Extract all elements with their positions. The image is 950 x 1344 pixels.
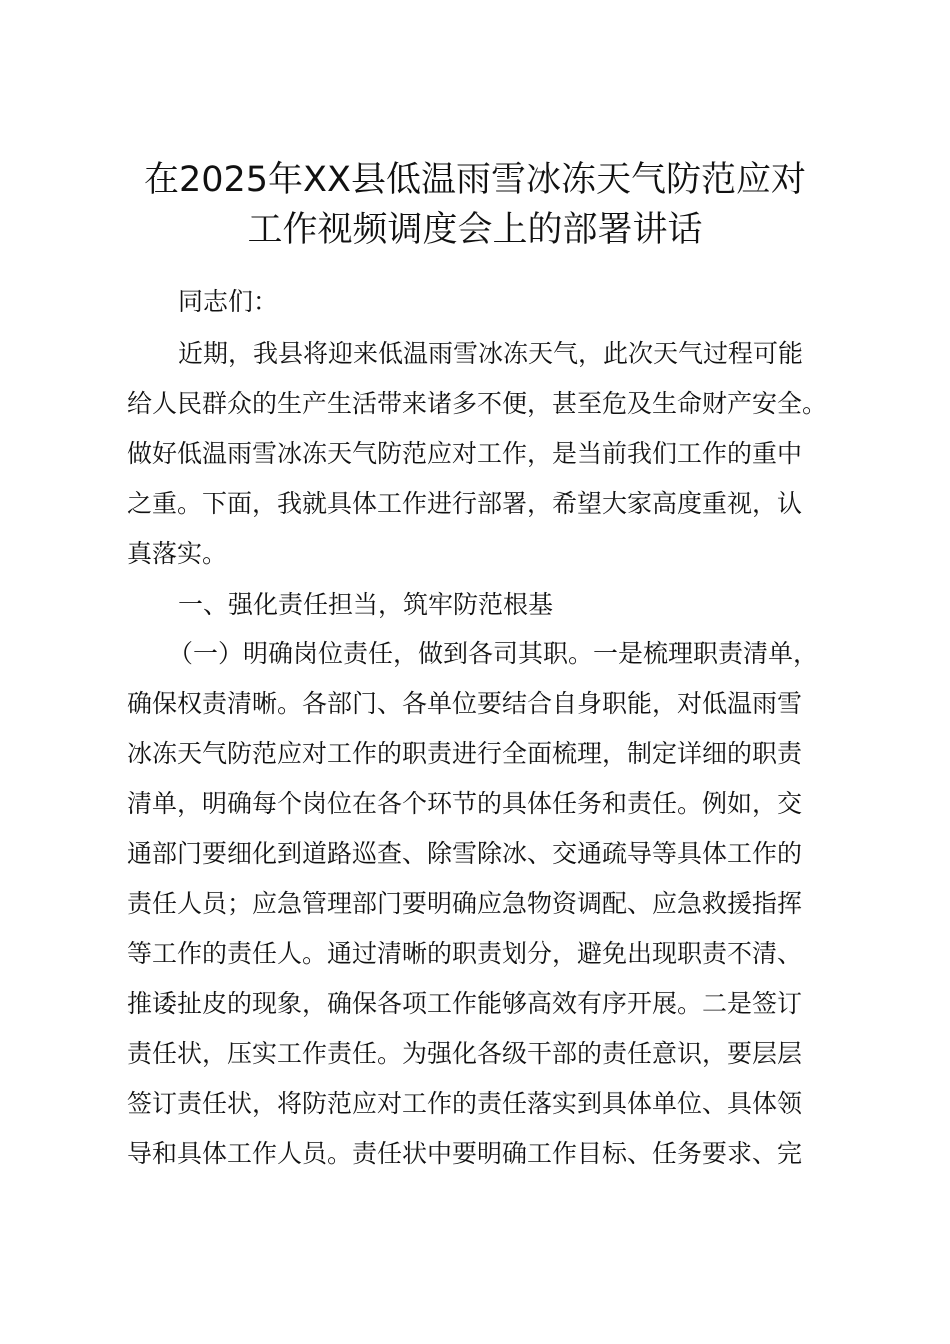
intro-line-3: 做好低温雨雪冰冻天气防范应对工作，是当前我们工作的重中: [127, 439, 803, 468]
document-title-line-2: 工作视频调度会上的部署讲话: [247, 210, 703, 250]
intro-line-4: 之重。下面，我就具体工作进行部署，希望大家高度重视，认: [127, 489, 803, 518]
body-line-1: （一）明确岗位责任，做到各司其职。一是梳理职责清单，: [168, 639, 819, 668]
document-title-line-1: 在2025年XX县低温雨雪冰冻天气防范应对: [143, 160, 807, 200]
intro-line-5: 真落实。: [127, 539, 228, 568]
body-line-8: 推诿扯皮的现象，确保各项工作能够高效有序开展。二是签订: [127, 989, 803, 1018]
body-line-9: 责任状，压实工作责任。为强化各级干部的责任意识，要层层: [127, 1039, 803, 1068]
body-line-6: 责任人员；应急管理部门要明确应急物资调配、应急救援指挥: [127, 889, 803, 918]
body-line-7: 等工作的责任人。通过清晰的职责划分，避免出现职责不清、: [127, 939, 803, 968]
body-line-4: 清单，明确每个岗位在各个环节的具体任务和责任。例如，交: [127, 789, 803, 818]
body-line-11: 导和具体工作人员。责任状中要明确工作目标、任务要求、完: [127, 1139, 803, 1168]
intro-line-2: 给人民群众的生产生活带来诸多不便，甚至危及生命财产安全。: [127, 389, 828, 418]
body-line-5: 通部门要细化到道路巡查、除雪除冰、交通疏导等具体工作的: [127, 839, 803, 868]
body-line-2: 确保权责清晰。各部门、各单位要结合自身职能，对低温雨雪: [127, 689, 803, 718]
body-line-10: 签订责任状，将防范应对工作的责任落实到具体单位、具体领: [127, 1089, 803, 1118]
intro-line-1: 近期，我县将迎来低温雨雪冰冻天气，此次天气过程可能: [178, 339, 804, 368]
section-heading: 一、强化责任担当，筑牢防范根基: [178, 590, 554, 619]
body-line-3: 冰冻天气防范应对工作的职责进行全面梳理，制定详细的职责: [127, 739, 803, 768]
salutation: 同志们：: [178, 287, 279, 316]
